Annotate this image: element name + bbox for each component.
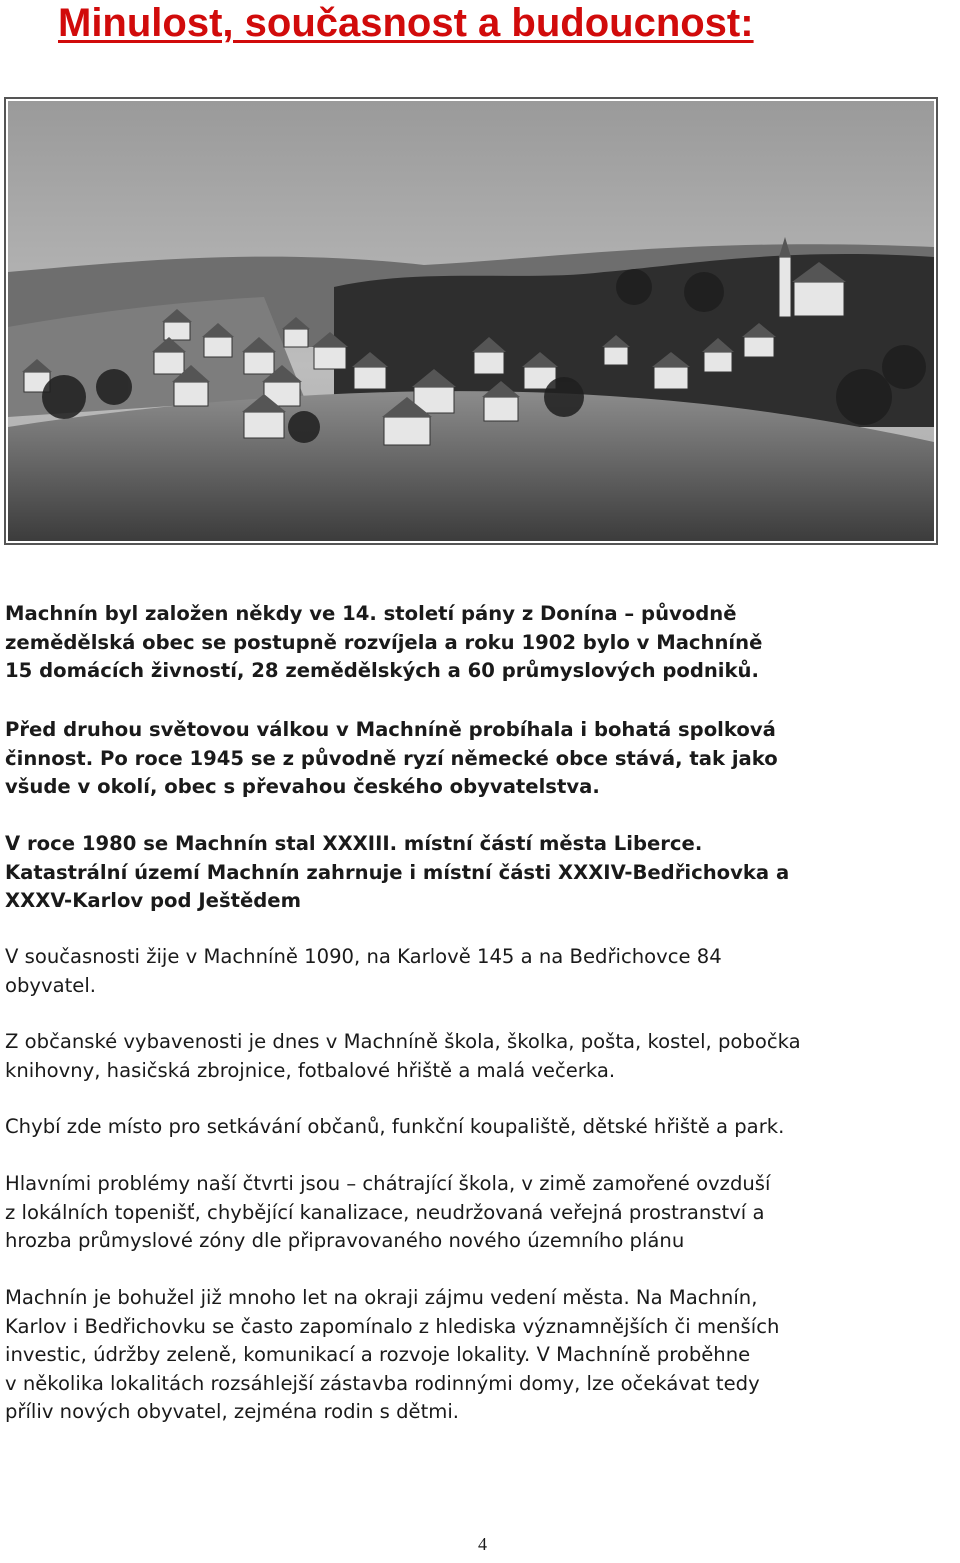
text-line: Hlavními problémy naší čtvrti jsou – chátrající škola, v zimě zamořené ovzduší — [5, 1172, 771, 1195]
village-landscape-photo-icon — [4, 97, 938, 545]
text-line: z lokálních topenišť, chybějící kanalizace, neudržovaná veřejná prostranství a — [5, 1200, 765, 1224]
text-line: investic, údržby zeleně, komunikací a rozvoje lokality. V Machníně proběhne — [5, 1343, 751, 1366]
paragraph-future — [5, 1284, 955, 1427]
text-line: Z občanské vybavenosti je dnes v Machníně škola, školka, pošta, kostel, pobočka — [5, 1030, 801, 1053]
historical-village-photo — [4, 97, 938, 545]
text-line: Karlov i Bedřichovku se často zapomínalo z hlediska významnějších či menších — [5, 1314, 780, 1338]
text-line: zemědělská obec se postupně rozvíjela a roku 1902 bylo v Machníně — [5, 630, 763, 654]
paragraph-interwar — [5, 716, 955, 802]
paragraph-history — [5, 600, 955, 686]
text-line: XXXV-Karlov pod Ještědem — [5, 889, 301, 912]
text-line: činnost. Po roce 1945 se z původně ryzí německé obce stává, tak jako — [5, 746, 778, 770]
text-line: 15 domácích živností, 28 zemědělských a 60 průmyslových podniků. — [5, 659, 759, 682]
paragraph-population — [5, 943, 955, 1000]
paragraph-1980 — [5, 830, 955, 916]
text-line: všude v okolí, obec s převahou českého obyvatelstva. — [5, 775, 600, 798]
page-number: 4 — [478, 1534, 487, 1554]
paragraph-problems — [5, 1170, 955, 1256]
text-line: Před druhou světovou válkou v Machníně probíhala i bohatá spolková — [5, 718, 776, 741]
text-line: Chybí zde místo pro setkávání občanů, funkční koupaliště, dětské hřiště a park. — [5, 1115, 785, 1138]
text-line: hrozba průmyslové zóny dle připravovaného nového územního plánu — [5, 1229, 685, 1252]
text-line: obyvatel. — [5, 973, 97, 997]
text-line: Katastrální území Machnín zahrnuje i místní části XXXIV-Bedřichovka a — [5, 860, 790, 884]
text-line: knihovny, hasičská zbrojnice, fotbalové hřiště a malá večerka. — [5, 1058, 616, 1082]
paragraph-amenities — [5, 1028, 955, 1085]
paragraph-missing — [5, 1113, 955, 1142]
text-line: příliv nových obyvatel, zejména rodin s dětmi. — [5, 1400, 460, 1423]
text-line: V současnosti žije v Machníně 1090, na Karlově 145 a na Bedřichovce 84 — [5, 945, 722, 968]
text-line: Machnín je bohužel již mnoho let na okraji zájmu vedení města. Na Machnín, — [5, 1286, 758, 1309]
text-line: v několika lokalitách rozsáhlejší zástavba rodinnými domy, lze očekávat tedy — [5, 1371, 760, 1395]
text-line: V roce 1980 se Machnín stal XXXIII. místní částí města Liberce. — [5, 832, 703, 855]
page-title: Minulost, současnost a budoucnost: — [58, 1, 754, 45]
text-line: Machnín byl založen někdy ve 14. století pány z Donína – původně — [5, 602, 737, 625]
